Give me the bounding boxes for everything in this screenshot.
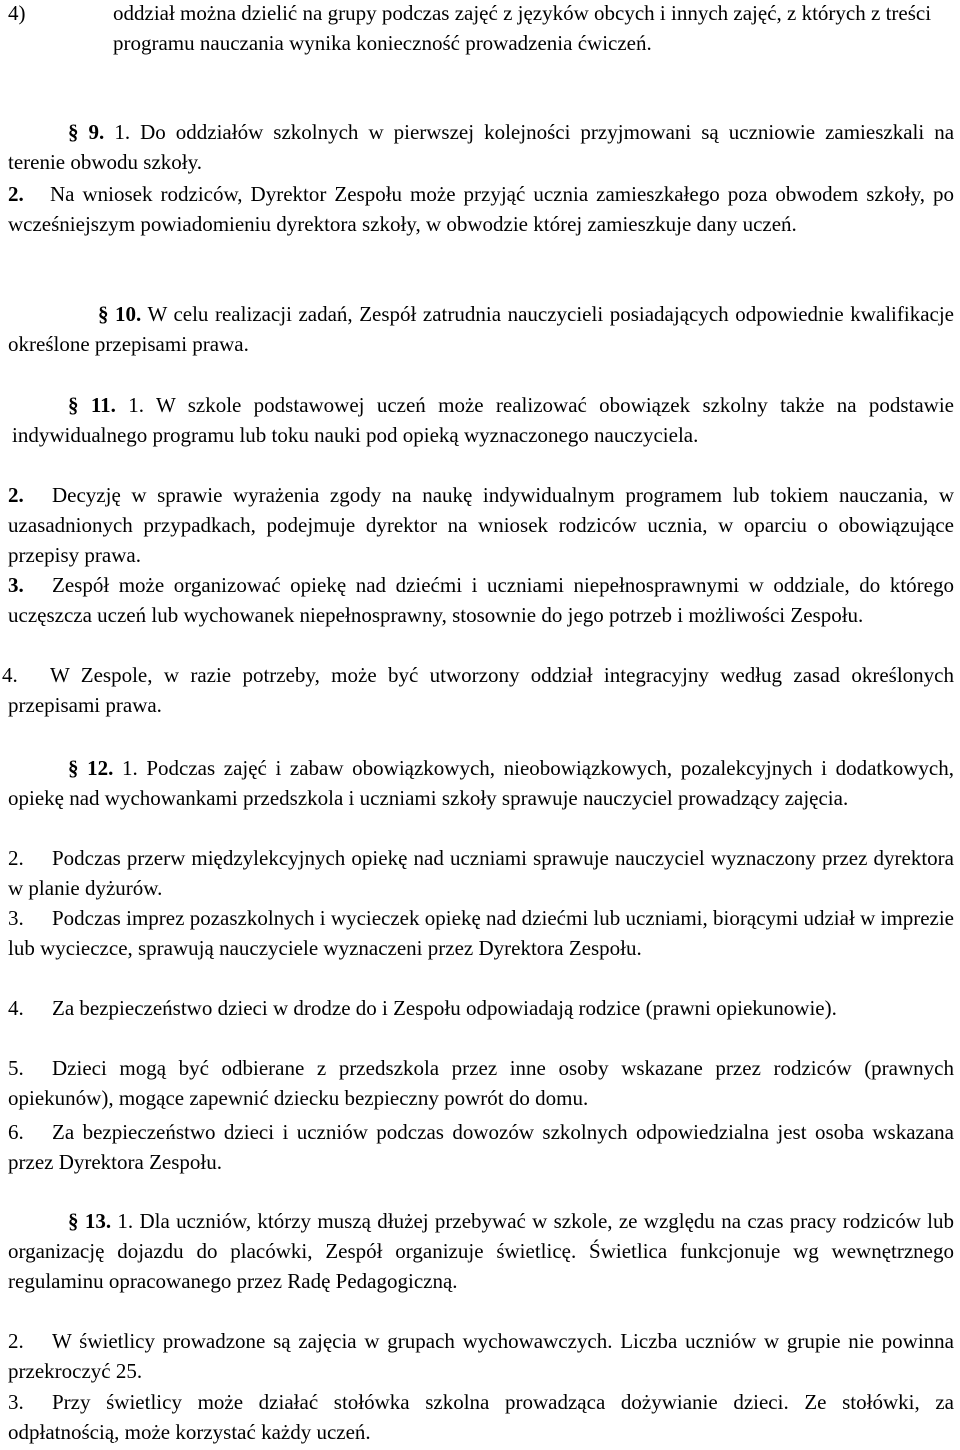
paragraph-text: Za bezpieczeństwo dzieci i uczniów podczas dowozów szkolnych odpowiedzialna jest osoba wskazana przez Dyrektora Zespołu.	[8, 1120, 954, 1174]
paragraph-number: 5.	[8, 1056, 24, 1080]
section-number: 9.	[88, 120, 105, 144]
list-item-text: oddział można dzielić na grupy podczas zajęć z języków obcych i innych zajęć, z których z treści programu nauczania wynika konieczność prowadzenia ćwiczeń.	[113, 1, 932, 55]
section-11-paragraph-1	[12, 390, 954, 450]
paragraph-text: W świetlicy prowadzone są zajęcia w grupach wychowawczych. Liczba uczniów w grupie nie powinna przekroczyć 25.	[8, 1329, 954, 1383]
paragraph-text: Zespół może organizować opiekę nad dziećmi i uczniami niepełnosprawnymi w oddziale, do którego uczęszcza uczeń lub wychowanek niepełnosprawny, stosownie do jego potrzeb i możliwości Zespołu.	[8, 573, 954, 627]
section-12-paragraph-3	[8, 903, 954, 963]
section-mark: §	[68, 393, 79, 417]
paragraph-number: 3.	[8, 906, 24, 930]
list-item-4	[8, 0, 954, 58]
section-number: 13.	[84, 1209, 112, 1233]
section-12-paragraph-5	[8, 1053, 954, 1113]
section-mark: §	[98, 302, 109, 326]
paragraph-number: 3.	[8, 573, 24, 597]
paragraph-number: 3.	[8, 1390, 24, 1414]
section-11-paragraph-4	[2, 660, 954, 720]
section-number: 12.	[87, 756, 114, 780]
section-13-paragraph-1	[8, 1206, 954, 1296]
section-11-paragraph-3	[8, 570, 954, 630]
section-mark: §	[68, 1209, 79, 1233]
section-number: 10.	[115, 302, 142, 326]
section-9-paragraph-1	[8, 117, 954, 177]
section-13-paragraph-3	[8, 1387, 954, 1447]
section-13-paragraph-2	[8, 1326, 954, 1386]
paragraph-number: 1.	[128, 393, 144, 417]
section-10	[8, 299, 954, 359]
paragraph-number: 2.	[8, 1329, 24, 1353]
list-item-number: 4)	[8, 1, 26, 25]
paragraph-text: Do oddziałów szkolnych w pierwszej kolejności przyjmowani są uczniowie zamieszkali na terenie obwodu szkoły.	[8, 120, 955, 174]
paragraph-text: W szkole podstawowej uczeń może realizować obowiązek szkolny także na podstawie indywidualnego programu lub toku nauki pod opieką wyznaczonego nauczyciela.	[12, 393, 955, 447]
paragraph-text: Za bezpieczeństwo dzieci w drodze do i Zespołu odpowiadają rodzice (prawni opiekunowie).	[52, 996, 837, 1020]
paragraph-text: W Zespole, w razie potrzeby, może być utworzony oddział integracyjny według zasad określonych przepisami prawa.	[8, 663, 954, 717]
paragraph-text: Przy świetlicy może działać stołówka szkolna prowadząca dożywianie dzieci. Ze stołówki, za odpłatnością, może korzystać każdy uczeń.	[8, 1390, 954, 1444]
section-9-paragraph-2	[8, 179, 954, 239]
section-number: 11.	[90, 393, 116, 417]
paragraph-number: 1.	[121, 756, 138, 780]
paragraph-number: 1.	[114, 120, 131, 144]
section-12-paragraph-4	[8, 993, 954, 1023]
paragraph-text: Na wniosek rodziców, Dyrektor Zespołu może przyjąć ucznia zamieszkałego poza obwodem szkoły, po wcześniejszym powiadomieniu dyrektora szkoły, w obwodzie której zamieszkuje dany uczeń.	[8, 182, 954, 236]
paragraph-number: 1.	[117, 1209, 134, 1233]
paragraph-text: Podczas przerw międzylekcyjnych opiekę nad uczniami sprawuje nauczyciel wyznaczony przez dyrektora w planie dyżurów.	[8, 846, 954, 900]
section-12-paragraph-1	[8, 753, 954, 813]
paragraph-text: Decyzję w sprawie wyrażenia zgody na naukę indywidualnym programem lub tokiem nauczania, w uzasadnionych przypadkach, podejmuje dyrektor na wniosek rodziców ucznia, w oparciu o obowiązujące przepisy prawa.	[8, 483, 954, 567]
paragraph-text: Podczas zajęć i zabaw obowiązkowych, nieobowiązkowych, pozalekcyjnych i dodatkowych, opiekę nad wychowankami przedszkola i uczniami szkoły sprawuje nauczyciel prowadzący zajęcia.	[8, 756, 954, 810]
paragraph-number: 2.	[8, 483, 24, 507]
paragraph-number: 4.	[8, 996, 24, 1020]
section-11-paragraph-2	[8, 480, 954, 570]
section-12-paragraph-6	[8, 1117, 954, 1177]
paragraph-text: Dla uczniów, którzy muszą dłużej przebywać w szkole, ze względu na czas pracy rodziców lub organizację dojazdu do placówki, Zespół organizuje świetlicę. Świetlica funkcjonuje wg wewnętrznego regulaminu opracowanego przez Radę Pedagogiczną.	[8, 1209, 955, 1293]
section-12-paragraph-2	[8, 843, 954, 903]
paragraph-number: 4.	[2, 663, 18, 687]
paragraph-text: Dzieci mogą być odbierane z przedszkola przez inne osoby wskazane przez rodziców (prawnych opiekunów), mogące zapewnić dziecku bezpieczny powrót do domu.	[8, 1056, 954, 1110]
section-mark: §	[68, 756, 79, 780]
paragraph-number: 2.	[8, 182, 24, 206]
paragraph-number: 6.	[8, 1120, 24, 1144]
section-mark: §	[68, 120, 79, 144]
paragraph-number: 2.	[8, 846, 24, 870]
section-text: W celu realizacji zadań, Zespół zatrudnia nauczycieli posiadających odpowiednie kwalifikacje określone przepisami prawa.	[8, 302, 955, 356]
paragraph-text: Podczas imprez pozaszkolnych i wycieczek opiekę nad dziećmi lub uczniami, biorącymi udział w imprezie lub wycieczce, sprawują nauczyciele wyznaczeni przez Dyrektora Zespołu.	[8, 906, 954, 960]
